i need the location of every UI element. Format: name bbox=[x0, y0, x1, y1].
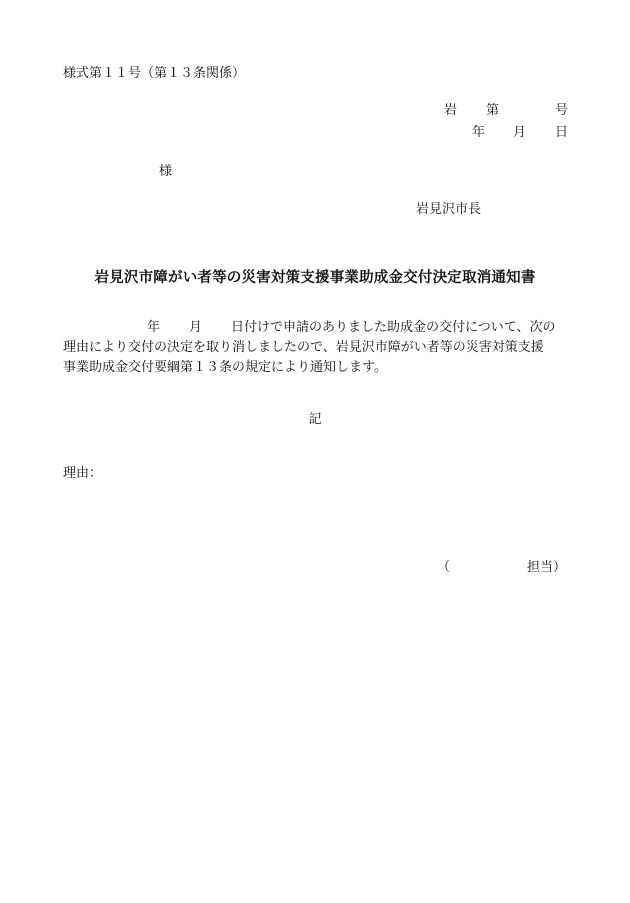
body-line-1-text: 日付けで申請のありました助成金の交付について、次の bbox=[231, 320, 556, 335]
form-number: 様式第１１号（第１３条関係） bbox=[63, 66, 246, 81]
body-line-2: 理由により交付の決定を取り消しましたので、岩見沢市障がい者等の災害対策支援 bbox=[63, 340, 544, 355]
body-line-1 bbox=[63, 318, 573, 338]
ki-heading: 記 bbox=[308, 412, 322, 427]
contact-open-paren: （ bbox=[437, 560, 451, 575]
contact-label: 担当） bbox=[527, 560, 567, 575]
date-year: 年 bbox=[472, 125, 486, 140]
body-text bbox=[63, 318, 573, 378]
document-number-prefix: 岩 bbox=[444, 103, 458, 118]
reason-label: 理由： bbox=[63, 466, 103, 481]
addressee: 様 bbox=[159, 164, 173, 179]
sender: 岩見沢市長 bbox=[416, 202, 482, 217]
body-line-3: 事業助成金交付要綱第１３条の規定により通知します。 bbox=[63, 360, 387, 375]
date-month: 月 bbox=[513, 125, 527, 140]
body-month: 月 bbox=[189, 320, 203, 335]
body-year: 年 bbox=[147, 320, 161, 335]
document-number-middle: 第 bbox=[486, 103, 500, 118]
date-day: 日 bbox=[555, 125, 569, 140]
document-number-suffix: 号 bbox=[555, 103, 569, 118]
document-title: 岩見沢市障がい者等の災害対策支援事業助成金交付決定取消通知書 bbox=[94, 270, 536, 286]
